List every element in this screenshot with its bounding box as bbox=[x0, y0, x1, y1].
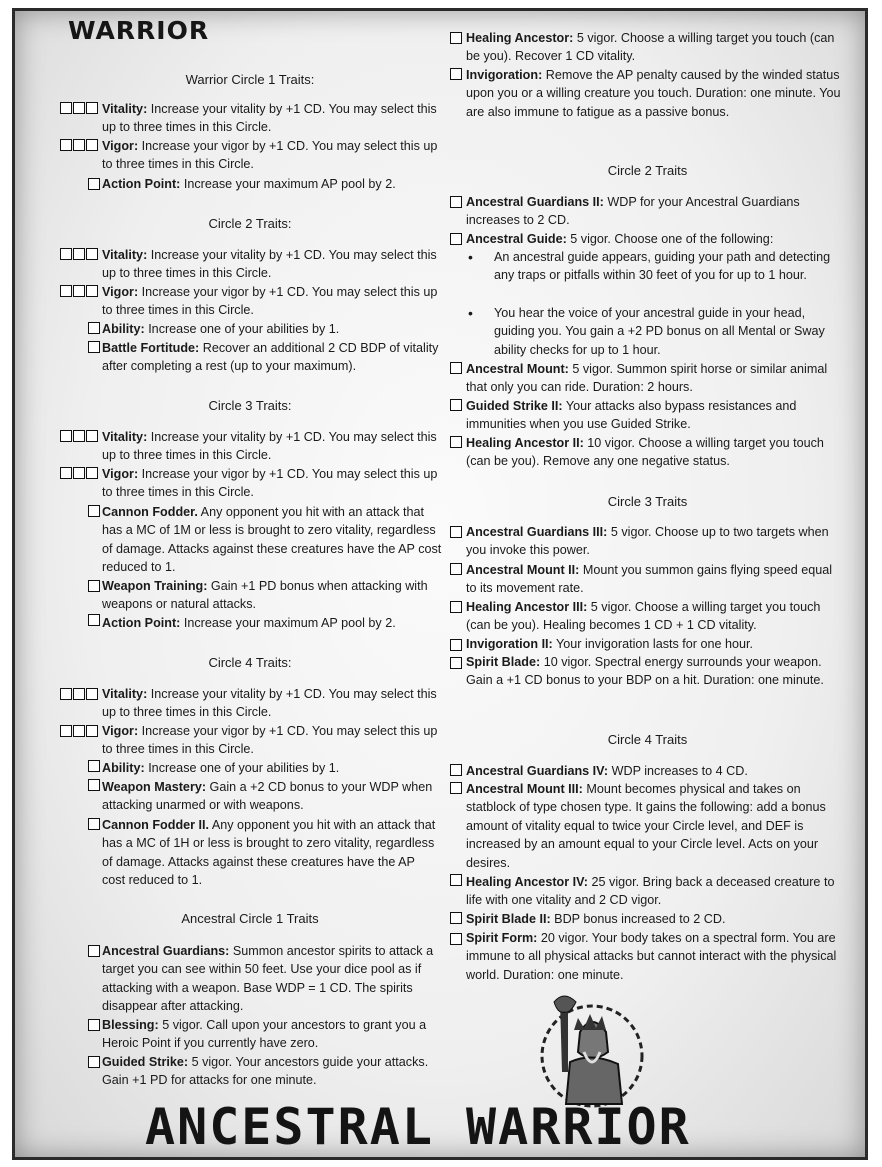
checkbox-group[interactable] bbox=[60, 688, 98, 700]
trait: Vigor: Increase your vigor by +1 CD. You may select this up to three times in this Circle. bbox=[102, 285, 438, 318]
checkbox-group[interactable] bbox=[60, 285, 98, 297]
checkbox-group[interactable] bbox=[60, 725, 98, 737]
trait: Spirit Form: 20 vigor. Your body takes on a spectral form. You are immune to all physical attacks but cannot interact with the physical world. Duration: one minute. bbox=[466, 931, 837, 982]
checkbox[interactable] bbox=[88, 779, 100, 791]
bullet-icon: • bbox=[468, 305, 473, 321]
checkbox[interactable] bbox=[450, 362, 462, 374]
section-title: Circle 3 Traits: bbox=[208, 398, 292, 413]
trait: Spirit Blade II: BDP bonus increased to 2 CD. bbox=[466, 912, 726, 926]
checkbox[interactable] bbox=[450, 32, 462, 44]
checkbox[interactable] bbox=[88, 818, 100, 830]
checkbox[interactable] bbox=[88, 178, 100, 190]
trait: Ancestral Mount II: Mount you summon gains flying speed equal to its movement rate. bbox=[466, 563, 833, 596]
trait: Vigor: Increase your vigor by +1 CD. You may select this up to three times in this Circle. bbox=[102, 467, 438, 500]
checkbox[interactable] bbox=[450, 874, 462, 886]
trait: Vitality: Increase your vitality by +1 CD. You may select this up to three times in this Circle. bbox=[102, 102, 437, 135]
trait: Invigoration II: Your invigoration lasts for one hour. bbox=[466, 637, 754, 651]
checkbox[interactable] bbox=[450, 233, 462, 245]
checkbox[interactable] bbox=[450, 639, 462, 651]
bullet-item bbox=[468, 304, 844, 359]
checkbox[interactable] bbox=[450, 782, 462, 794]
trait: Cannon Fodder II. Any opponent you hit with an attack that has a MC of 1H or less is brought to zero vitality, regardless of damage. Attacks against these creatures have the AP cost reduced to 1. bbox=[102, 818, 436, 888]
checkbox[interactable] bbox=[450, 933, 462, 945]
trait: Ancestral Mount III: Mount becomes physical and takes on statblock of type chosen type. It gains the following: add a bonus amount of vitality equal to twice your Circle level, and DEF is increased by an amount equal to your Circle level. Acts on your desires. bbox=[466, 782, 826, 870]
trait: Healing Ancestor II: 10 vigor. Choose a willing target you touch (can be you). Remove any one negative status. bbox=[466, 436, 824, 469]
trait: Spirit Blade: 10 vigor. Spectral energy surrounds your weapon. Gain a +1 CD bonus to your BDP on a hit. Duration: one minute. bbox=[466, 655, 824, 688]
checkbox[interactable] bbox=[450, 764, 462, 776]
trait: Vitality: Increase your vitality by +1 CD. You may select this up to three times in this Circle. bbox=[102, 687, 437, 720]
trait: Blessing: 5 vigor. Call upon your ancestors to grant you a Heroic Point if you currently have zero. bbox=[102, 1018, 427, 1051]
trait: Healing Ancestor III: 5 vigor. Choose a willing target you touch (can be you). Healing becomes 1 CD + 1 CD vitality. bbox=[466, 600, 821, 633]
trait: Invigoration: Remove the AP penalty caused by the winded status upon you or a willing creature you touch. Duration: one minute. You are also immune to fatigue as a passive bonus. bbox=[466, 68, 841, 119]
checkbox[interactable] bbox=[450, 526, 462, 538]
section-title: Circle 3 Traits bbox=[607, 494, 688, 509]
warrior-illustration-icon bbox=[530, 992, 650, 1112]
section-title: Circle 2 Traits bbox=[607, 163, 688, 178]
checkbox[interactable] bbox=[450, 436, 462, 448]
section-title: Warrior Circle 1 Traits: bbox=[185, 72, 315, 87]
checkbox[interactable] bbox=[88, 341, 100, 353]
footer-title: ANCESTRAL WARRIOR bbox=[145, 1098, 691, 1156]
bullet-icon: • bbox=[468, 249, 473, 265]
trait: Ancestral Mount: 5 vigor. Summon spirit horse or similar animal that only you can ride. Duration: 2 hours. bbox=[466, 362, 828, 395]
trait: Weapon Training: Gain +1 PD bonus when attacking with weapons or natural attacks. bbox=[102, 579, 428, 612]
checkbox[interactable] bbox=[88, 322, 100, 334]
trait: Weapon Mastery: Gain a +2 CD bonus to your WDP when attacking unarmed or with weapons. bbox=[102, 780, 433, 813]
checkbox-group[interactable] bbox=[60, 102, 98, 114]
trait: Ancestral Guardians IV: WDP increases to 4 CD. bbox=[466, 764, 748, 778]
checkbox-group[interactable] bbox=[60, 139, 98, 151]
trait: Guided Strike: 5 vigor. Your ancestors guide your attacks. Gain +1 PD for attacks for one minute. bbox=[102, 1055, 429, 1088]
section-title: Circle 4 Traits: bbox=[208, 655, 292, 670]
checkbox-group[interactable] bbox=[60, 430, 98, 442]
trait: Action Point: Increase your maximum AP pool by 2. bbox=[102, 616, 396, 630]
checkbox[interactable] bbox=[88, 614, 100, 626]
trait: Vitality: Increase your vitality by +1 CD. You may select this up to three times in this Circle. bbox=[102, 430, 437, 463]
checkbox[interactable] bbox=[450, 68, 462, 80]
trait: Ability: Increase one of your abilities by 1. bbox=[102, 761, 340, 775]
section-title: Circle 2 Traits: bbox=[208, 216, 292, 231]
trait: Vigor: Increase your vigor by +1 CD. You may select this up to three times in this Circle. bbox=[102, 724, 438, 757]
checkbox[interactable] bbox=[88, 760, 100, 772]
trait: Ancestral Guardians: Summon ancestor spirits to attack a target you can see within 50 feet. Use your dice pool as if attacking with a weapon. Base WDP = 1 CD. The spirits disappear after attacking. bbox=[102, 944, 434, 1014]
checkbox[interactable] bbox=[88, 505, 100, 517]
trait: Ancestral Guardians II: WDP for your Ancestral Guardians increases to 2 CD. bbox=[466, 195, 800, 228]
checkbox-group[interactable] bbox=[60, 467, 98, 479]
trait: Ability: Increase one of your abilities by 1. bbox=[102, 322, 340, 336]
trait: Healing Ancestor: 5 vigor. Choose a willing target you touch (can be you). Recover 1 CD vitality. bbox=[466, 31, 835, 64]
section-title: Ancestral Circle 1 Traits bbox=[181, 911, 319, 926]
trait: Vigor: Increase your vigor by +1 CD. You may select this up to three times in this Circle. bbox=[102, 139, 438, 172]
checkbox[interactable] bbox=[450, 601, 462, 613]
checkbox[interactable] bbox=[450, 657, 462, 669]
checkbox[interactable] bbox=[450, 399, 462, 411]
checkbox[interactable] bbox=[450, 563, 462, 575]
trait: Healing Ancestor IV: 25 vigor. Bring back a deceased creature to life with one vitality and 2 CD vigor. bbox=[466, 875, 835, 908]
checkbox[interactable] bbox=[88, 1056, 100, 1068]
section-title: Circle 4 Traits bbox=[607, 732, 688, 747]
bullet-item bbox=[468, 248, 844, 285]
checkbox[interactable] bbox=[88, 945, 100, 957]
trait: Vitality: Increase your vitality by +1 CD. You may select this up to three times in this Circle. bbox=[102, 248, 437, 281]
trait: Cannon Fodder. Any opponent you hit with an attack that has a MC of 1M or less is brought to zero vitality, regardless of damage. Attacks against these creatures have the AP cost reduced to 1. bbox=[102, 505, 442, 575]
class-header: WARRIOR bbox=[68, 16, 210, 45]
checkbox[interactable] bbox=[88, 580, 100, 592]
checkbox[interactable] bbox=[88, 1019, 100, 1031]
bullet-text: An ancestral guide appears, guiding your path and detecting any traps or pitfalls within 30 feet of you for up to 1 hour. bbox=[494, 250, 831, 283]
trait: Battle Fortitude: Recover an additional 2 CD BDP of vitality after completing a rest (up to your maximum). bbox=[102, 341, 439, 374]
trait: Ancestral Guide: 5 vigor. Choose one of the following: bbox=[466, 232, 774, 246]
checkbox-group[interactable] bbox=[60, 248, 98, 260]
checkbox[interactable] bbox=[450, 912, 462, 924]
bullet-text: You hear the voice of your ancestral guide in your head, guiding you. You gain a +2 PD bonus on all Mental or Sway ability checks for up to 1 hour. bbox=[494, 306, 825, 357]
trait: Ancestral Guardians III: 5 vigor. Choose up to two targets when you invoke this power. bbox=[466, 525, 829, 558]
trait: Action Point: Increase your maximum AP pool by 2. bbox=[102, 177, 396, 191]
trait: Guided Strike II: Your attacks also bypass resistances and immunities when you use Guided Strike. bbox=[466, 399, 797, 432]
checkbox[interactable] bbox=[450, 196, 462, 208]
